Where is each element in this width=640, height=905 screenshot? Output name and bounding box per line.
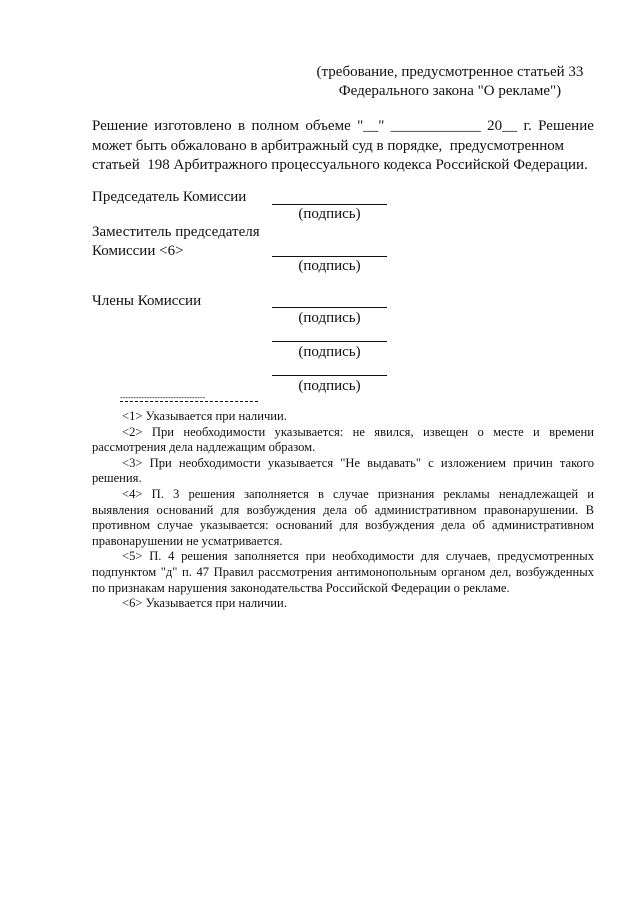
member-1-signature-line <box>272 307 387 308</box>
deputy-label-line-1: Заместитель председателя <box>92 224 260 240</box>
decision-word: объеме <box>305 118 351 134</box>
footnote-1: <1> Указывается при наличии. <box>122 409 287 423</box>
heading-note <box>300 63 600 101</box>
heading-note-line-1: (требование, предусмотренное статьей 33 <box>316 64 584 80</box>
member-1-signature-caption: (подпись) <box>298 310 361 326</box>
chairman-label: Председатель Комиссии <box>92 189 247 205</box>
members-label: Члены Комиссии <box>92 293 202 309</box>
decision-day-blank: "__" <box>357 118 385 134</box>
decision-line-1 <box>92 117 594 137</box>
member-2-signature-line <box>272 341 387 342</box>
decision-word: Решение <box>92 118 148 134</box>
footnote-4: <4> П. 3 решения заполняется в случае признания рекламы ненадлежащей и выявления оснований для возбуждения дела об административном правонарушении. В противном случае указывается: оснований для возбуждения дела об административном правонарушении не усматривается. <box>92 486 594 548</box>
heading-note-line-2: Федерального закона "О рекламе") <box>338 83 562 99</box>
footnote-3: <3> При необходимости указывается "Не выдавать" с изложением причин такого решения. <box>92 455 594 486</box>
footnotes <box>92 409 594 612</box>
member-2-signature-caption: (подпись) <box>298 344 361 360</box>
decision-word: изготовлено <box>154 118 232 134</box>
decision-year-blank: 20__ <box>487 118 518 134</box>
decision-word: Решение <box>538 118 594 134</box>
decision-paragraph <box>92 117 594 176</box>
footnote-separator-text: -------------------------------- <box>120 394 206 402</box>
decision-month-blank: ____________ <box>390 118 481 134</box>
footnote-6: <6> Указывается при наличии. <box>122 596 287 611</box>
decision-word: г. <box>523 118 532 134</box>
chairman-signature-caption: (подпись) <box>298 206 361 222</box>
deputy-signature-caption: (подпись) <box>298 258 361 274</box>
member-3-signature-caption: (подпись) <box>298 378 361 394</box>
member-3-signature-line <box>272 375 387 376</box>
footnote-5: <5> П. 4 решения заполняется при необходимости для случаев, предусмотренных подпунктом "д" п. 47 Правил рассмотрения антимонопольным органом дел, возбужденных по признакам нарушения законодательства Российской Федерации о рекламе. <box>92 549 594 595</box>
footnote-2: <2> При необходимости указывается: не явился, извещен о месте и времени рассмотрения дела надлежащим образом. <box>92 424 594 455</box>
decision-word: полном <box>251 118 300 134</box>
decision-word: в <box>237 118 246 134</box>
decision-line-2: может быть обжаловано в арбитражный суд в порядке, предусмотренном <box>92 137 564 154</box>
decision-line-3: статьей 198 Арбитражного процессуального кодекса Российской Федерации. <box>92 157 588 173</box>
deputy-label-line-2: Комиссии <6> <box>92 243 184 259</box>
